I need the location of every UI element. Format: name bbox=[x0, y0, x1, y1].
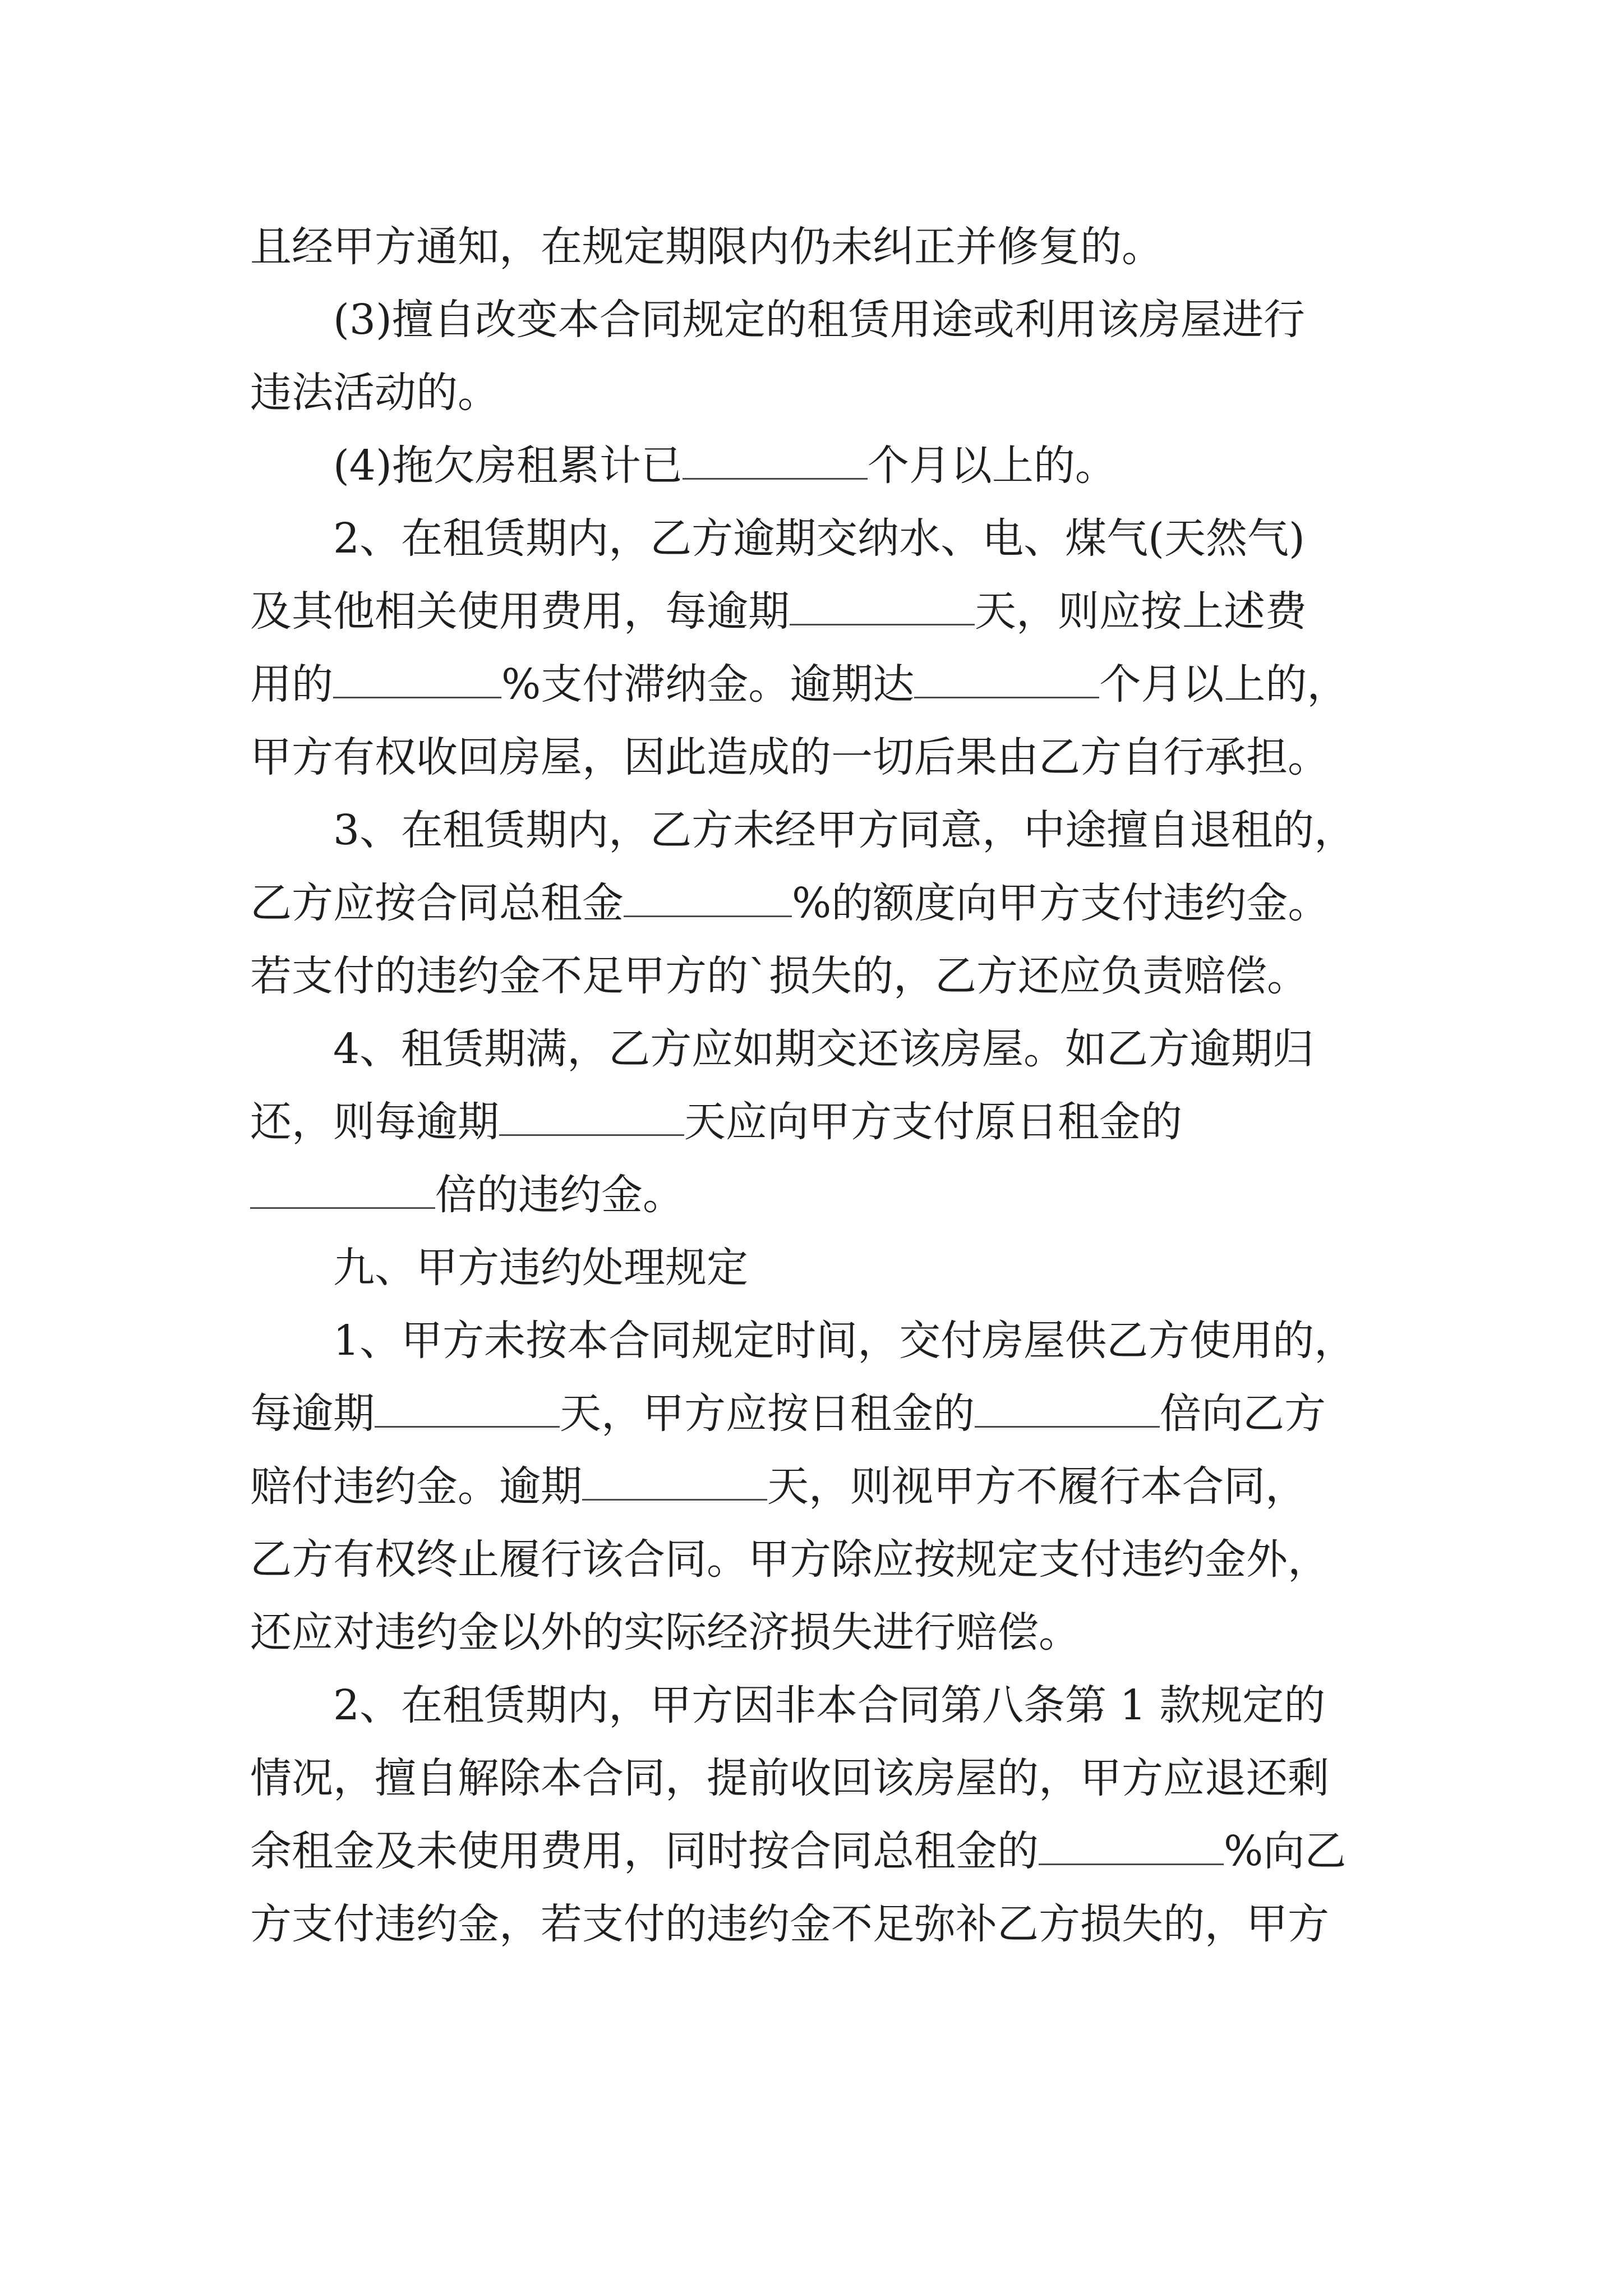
text: 方支付违约金，若支付的违约金不足弥补乙方损失的，甲方 bbox=[250, 1900, 1329, 1948]
paragraph-line bbox=[250, 1596, 1372, 1669]
text: 个月以上的， bbox=[1099, 660, 1349, 708]
blank bbox=[914, 663, 1099, 698]
paragraph-line bbox=[250, 1304, 1372, 1377]
text: 2、在租赁期内，甲方因非本合同第八条第 1 款规定的 bbox=[333, 1681, 1326, 1729]
text: 2、在租赁期内，乙方逾期交纳水、电、煤气(天然气) bbox=[333, 514, 1305, 563]
text: (3)擅自改变本合同规定的租赁用途或利用该房屋进行 bbox=[333, 296, 1305, 344]
blank bbox=[975, 1392, 1160, 1428]
text: 及其他相关使用费用，每逾期 bbox=[250, 587, 790, 636]
text: 每逾期 bbox=[250, 1389, 375, 1438]
paragraph-line bbox=[250, 1815, 1372, 1888]
paragraph-line bbox=[250, 502, 1372, 575]
paragraph-line bbox=[250, 283, 1372, 356]
paragraph-line bbox=[250, 1523, 1372, 1596]
blank bbox=[333, 663, 501, 698]
blank bbox=[1039, 1830, 1224, 1865]
section-heading bbox=[250, 1231, 1372, 1304]
paragraph-line bbox=[250, 867, 1372, 940]
text: 乙方应按合同总租金 bbox=[250, 879, 624, 927]
paragraph-line bbox=[250, 1377, 1372, 1450]
paragraph-line bbox=[250, 356, 1372, 429]
text: 4、租赁期满，乙方应如期交还该房屋。如乙方逾期归 bbox=[333, 1025, 1315, 1073]
text: 用的 bbox=[250, 660, 333, 708]
text: 倍向乙方 bbox=[1160, 1389, 1326, 1438]
blank bbox=[499, 1101, 684, 1136]
text: 乙方有权终止履行该合同。甲方除应按规定支付违约金外， bbox=[250, 1535, 1329, 1584]
paragraph-line bbox=[250, 1742, 1372, 1815]
blank bbox=[790, 590, 975, 625]
text: 天，则视甲方不履行本合同， bbox=[767, 1462, 1307, 1511]
paragraph-line bbox=[250, 1013, 1372, 1085]
text: 1、甲方未按本合同规定时间，交付房屋供乙方使用的， bbox=[333, 1317, 1356, 1365]
text: 情况，擅自解除本合同，提前收回该房屋的，甲方应退还剩 bbox=[250, 1754, 1329, 1802]
blank bbox=[250, 1174, 435, 1209]
text: 还应对违约金以外的实际经济损失进行赔偿。 bbox=[250, 1608, 1080, 1657]
paragraph-line bbox=[250, 1085, 1372, 1158]
text: 余租金及未使用费用，同时按合同总租金的 bbox=[250, 1827, 1039, 1875]
blank bbox=[624, 882, 792, 917]
text: 3、在租赁期内，乙方未经甲方同意，中途擅自退租的， bbox=[333, 806, 1356, 854]
paragraph-line bbox=[250, 648, 1372, 721]
paragraph-line bbox=[250, 794, 1372, 867]
blank bbox=[683, 444, 868, 480]
paragraph-line bbox=[250, 1888, 1372, 1961]
text: 甲方有权收回房屋，因此造成的一切后果由乙方自行承担。 bbox=[250, 733, 1329, 781]
blank bbox=[582, 1465, 767, 1501]
text: 个月以上的。 bbox=[867, 441, 1117, 490]
paragraph-line bbox=[250, 429, 1372, 502]
text: 赔付违约金。逾期 bbox=[250, 1462, 582, 1511]
blank bbox=[375, 1392, 560, 1428]
paragraph-line bbox=[250, 575, 1372, 648]
document-page bbox=[250, 210, 1372, 1961]
text: (4)拖欠房租累计已 bbox=[333, 441, 683, 490]
paragraph-line bbox=[250, 721, 1372, 794]
text: 天应向甲方支付原日租金的 bbox=[684, 1098, 1182, 1146]
text: 且经甲方通知，在规定期限内仍未纠正并修复的。 bbox=[250, 223, 1163, 271]
paragraph-line bbox=[250, 940, 1372, 1013]
text: 天，则应按上述费 bbox=[975, 587, 1307, 636]
text: %向乙 bbox=[1224, 1827, 1347, 1875]
text: 倍的违约金。 bbox=[435, 1171, 684, 1219]
text: 九、甲方违约处理规定 bbox=[333, 1244, 748, 1292]
text: 还，则每逾期 bbox=[250, 1098, 499, 1146]
text: 违法活动的。 bbox=[250, 369, 499, 417]
paragraph-line bbox=[250, 1158, 1372, 1231]
text: %的额度向甲方支付违约金。 bbox=[792, 879, 1330, 927]
text: 天，甲方应按日租金的 bbox=[560, 1389, 975, 1438]
paragraph-line bbox=[250, 210, 1372, 283]
text: %支付滞纳金。逾期达 bbox=[501, 660, 915, 708]
text: 若支付的违约金不足甲方的`损失的，乙方还应负责赔偿。 bbox=[250, 952, 1308, 1000]
paragraph-line bbox=[250, 1450, 1372, 1523]
paragraph-line bbox=[250, 1669, 1372, 1742]
